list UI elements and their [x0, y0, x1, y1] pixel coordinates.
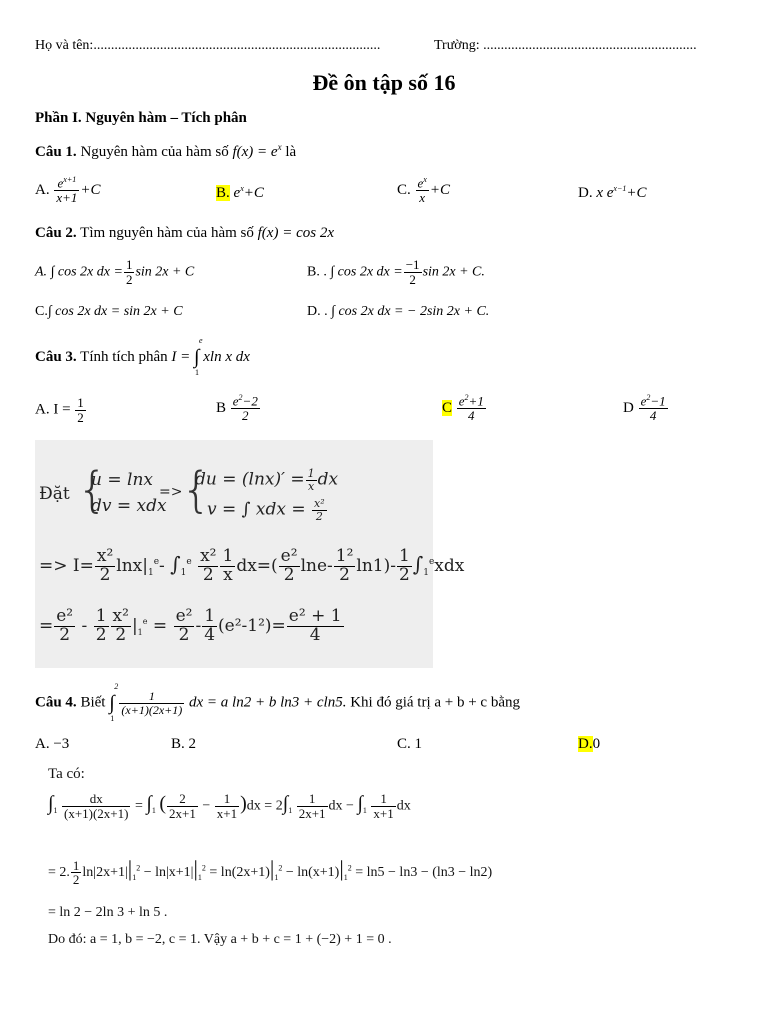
- q2-option-c-letter: C.: [35, 304, 48, 319]
- q1-option-d-letter: D.: [578, 185, 593, 201]
- q2-label: Câu 2.: [35, 225, 77, 241]
- sol3-line3: = $\frac{\text{e²}}{2}$ - $\frac{1}{2}$ $\frac{\text{x²}}{2}$ $|_1^e$ = $\frac{\text{e²}}{2}$ - $\frac{1}{4}$ (e²-1²)= $\frac{\text{e² + 1}}{4}$: [39, 606, 342, 645]
- q2-option-a-letter: A.: [35, 264, 48, 280]
- q1-suffix: là: [285, 144, 297, 160]
- sol3-dat: Đặt: [39, 484, 70, 504]
- left-brace: {: [77, 462, 108, 518]
- question-1: [35, 142, 296, 161]
- q4-text: Biết: [80, 694, 106, 711]
- q2-function: f(x) = cos 2x: [257, 225, 334, 241]
- question-2: [35, 225, 334, 242]
- q1-text: Nguyên hàm của hàm số: [80, 144, 229, 160]
- sol4-line2: = 2. $\frac{1}{2}$ $\ln|2x+1||_1^2 - \ln|x+1||_1^2 = \ln(2x+1)|_1^2 - \ln(x+1)|_1^2 = \ln 5 - \ln 3 - (\ln 3 - \ln 2)$: [48, 856, 493, 888]
- q3-text: Tính tích phân: [80, 348, 168, 365]
- sol4-line1: $\int_1$ $\frac{dx}{(x+1)(2x+1)}$ = $\int_1$ ( $\frac{2}{2x+1}$ − $\frac{1}{x+1}$ )$dx = 2\int_1$ $\frac{1}{2x+1}$ dx − $\int_1$ $\frac{1}{x+1}$ dx: [48, 791, 411, 821]
- sol3-du: du = (lnx)′ = $\frac{1}{x}$ dx: [195, 467, 339, 493]
- section-heading: Phần I. Nguyên hàm – Tích phân: [35, 110, 247, 126]
- q1-function: $f(x) = e^x$: [232, 142, 282, 160]
- sol4-intro: Ta có:: [48, 766, 85, 782]
- q4-rhs: dx = a ln2 + b ln3 + cln5.: [189, 694, 347, 711]
- sol3-line2: => I= $\frac{\text{x²}}{2}$ $\ln x|_1^e-$ $\int_1^e$ $\frac{\text{x²}}{2}$ $\frac{1}{x}$ dx=( $\frac{\text{e²}}{2}$ lne- $\frac{\text{1²}}{2}$ ln1)- $\frac{1}{2}$ $\int_1^exdx$: [39, 546, 465, 585]
- name-dots: ..................................................................................: [93, 38, 381, 53]
- sol4-line4: Do đó: a = 1, b = −2, c = 1. Vậy a + b + c = 1 + (−2) + 1 = 0 .: [48, 932, 392, 947]
- q3-expr: I =: [171, 348, 195, 365]
- question-4: Câu 4. Biết ∫ 2 1 $\frac{1}{(x+1)(2x+1)}$ dx = a ln2 + b ln3 + cln5. Khi đó giá trị a + b + c bằng: [35, 681, 521, 723]
- q4-option-d-value: 0: [592, 736, 601, 752]
- q1-option-b-letter: B.: [216, 185, 230, 201]
- q4-tail: Khi đó giá trị a + b + c bằng: [350, 694, 521, 711]
- school-label: Trường:: [434, 38, 480, 53]
- q3-option-d: D $\frac{e^2-1}{4}$: [623, 393, 666, 423]
- q1-option-a-fraction: $\frac{e^{x+1}}{x+1}$: [56, 175, 78, 205]
- q3-option-a: A. I = $\frac{1}{2}$: [35, 395, 84, 425]
- q1-option-b: B. $e^x+C$: [216, 184, 264, 201]
- integral-sign: ∫ e 1: [194, 336, 203, 377]
- sol3-u: u = lnx: [91, 470, 153, 490]
- q4-option-d-letter: D.: [578, 736, 593, 752]
- school-dots: .............................................................: [483, 38, 697, 53]
- sol3-dv: dv = xdx: [91, 496, 167, 516]
- q3-label: Câu 3.: [35, 348, 77, 365]
- q2-option-c: [35, 304, 183, 320]
- q2-option-a: A. ∫ cos 2x dx = $\frac{1}{2}$ sin 2x + C: [35, 257, 195, 287]
- q4-option-d: [578, 736, 600, 753]
- q2-text: Tìm nguyên hàm của hàm số: [80, 225, 254, 241]
- q3-option-b-label: B: [216, 399, 227, 416]
- q3-option-c-label: C: [442, 399, 453, 416]
- q1-option-a: A. $\frac{e^{x+1}}{x+1}$ +C: [35, 175, 101, 205]
- q4-option-b: B. 2: [171, 736, 197, 752]
- name-label: Họ và tên:: [35, 38, 94, 53]
- page-title: Đề ôn tập số 16: [312, 70, 456, 95]
- name-field-row: [35, 38, 380, 54]
- q1-option-c: C. $\frac{e^x}{x}$ +C: [397, 175, 450, 205]
- q1-option-c-letter: C.: [397, 181, 411, 198]
- q2-option-c-expr: ∫ cos 2x dx = sin 2x + C: [47, 304, 183, 319]
- q3-option-d-label: D: [623, 399, 634, 416]
- q3-option-b: B $\frac{e^2-2}{2}$: [216, 393, 258, 423]
- sol3-arrow: =>: [159, 484, 183, 500]
- q4-label: Câu 4.: [35, 694, 77, 711]
- q4-option-c: C. 1: [397, 736, 423, 752]
- q2-option-d-expr: ∫ cos 2x dx = − 2sin 2x + C.: [331, 304, 490, 319]
- sol4-line3: = ln 2 − 2ln 3 + ln 5 .: [48, 905, 168, 920]
- right-brace: {: [181, 462, 212, 518]
- q3-integrand: xln x dx: [203, 348, 250, 365]
- q3-solution-image: [35, 440, 465, 668]
- q3-option-c: C $\frac{e^2+1}{4}$: [442, 393, 484, 423]
- question-3: [35, 336, 250, 377]
- q4-option-a: A. −3: [35, 736, 70, 752]
- q1-option-d: D. x $e^{x-1}+C$: [578, 184, 647, 201]
- q2-option-d: [307, 304, 489, 320]
- q1-option-a-letter: A.: [35, 181, 50, 198]
- sol3-v: v = ∫ xdx = $\frac{\text{x²}}{2}$: [207, 497, 325, 523]
- q3-option-a-label: A. I =: [35, 401, 71, 418]
- school-field-row: [434, 38, 697, 54]
- q2-option-d-letter: D. .: [307, 304, 328, 319]
- q2-option-b-letter: B. .: [307, 264, 327, 280]
- q1-label: Câu 1.: [35, 144, 77, 160]
- q2-option-b: B. . ∫ cos 2x dx = $\frac{-1}{2}$ sin 2x + C.: [307, 257, 485, 287]
